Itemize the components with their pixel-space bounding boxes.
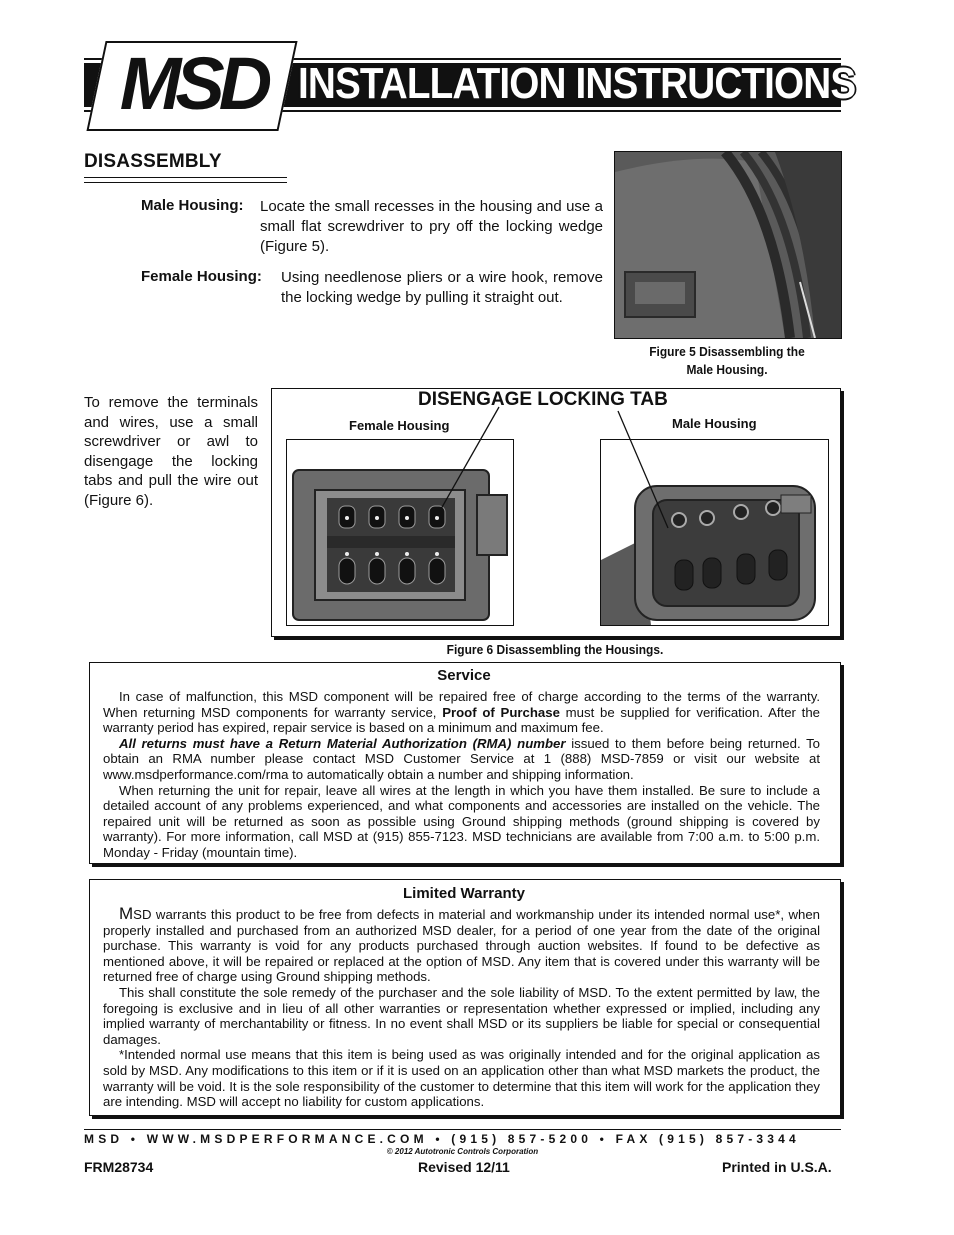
figure-6-male-label: Male Housing: [672, 416, 757, 431]
service-body: [103, 689, 820, 861]
figure-5-caption-line-1: Figure 5 Disassembling the: [649, 344, 805, 359]
warranty-initial-letter: M: [119, 904, 134, 923]
figure-6-caption: Figure 6 Disassembling the Housings.: [446, 642, 664, 657]
male-pointer-line: [618, 411, 668, 528]
rma-requirement-text: All returns must have a Return Material Authorization (RMA) number: [119, 735, 566, 751]
service-paragraph-1: [103, 689, 820, 736]
figure-6-title: DISENGAGE LOCKING TAB: [418, 389, 668, 410]
figure-6-female-label: Female Housing: [349, 418, 450, 433]
male-housing-text: Locate the small recesses in the housing and use a small flat screwdriver to pry off the locking wedge (Figure 5).: [260, 198, 603, 255]
footer-contact-line: MSD • WWW.MSDPERFORMANCE.COM • (915) 857-5200 • FAX (915) 857-3344: [84, 1132, 800, 1146]
warranty-paragraph-2: This shall constitute the sole remedy of the purchaser and the sole liability of MSD. To the extent permitted by law, the foregoing is exclusive and in lieu of all other warranties or representation whether expressed or implied, including any implied warranty of merchantability or fitness. In no event shall MSD or its suppliers be liable for special or consequential damages.: [103, 984, 820, 1047]
service-p2-text: issued to them before being returned. To obtain an RMA number please contact MSD Customer Service at 1 (888) MSD-7859 or visit our website at www.msdperformance.com/rma to automatically obtain a number and shipping information.: [103, 735, 821, 782]
warranty-paragraph-3: *Intended normal use means that this item is being used as was originally intended and for the original application as sold by MSD. Any modifications to this item or if it is used on an application other than what MSD markets the product, the warranty will be void. It is the sole responsibility of the customer to determine that this item will work for the application they are intending. MSD will accept no liability for custom applications.: [103, 1047, 820, 1110]
footer-rule: [84, 1129, 841, 1130]
footer-copyright: © 2012 Autotronic Controls Corporation: [386, 1147, 539, 1156]
service-p1-text: In case of malfunction, this MSD component will be repaired free of charge according to the terms of the warranty. When returning MSD components for warranty service,: [103, 689, 820, 720]
female-housing-label: Female Housing:: [141, 268, 262, 285]
footer-form-number: FRM28734: [84, 1159, 154, 1175]
service-title: Service: [437, 667, 491, 684]
female-housing-text: Using needlenose pliers or a wire hook, remove the locking wedge by pulling it straight out.: [281, 269, 603, 306]
warranty-paragraph-1: [103, 906, 820, 985]
warranty-title: Limited Warranty: [403, 885, 525, 902]
footer-revised: Revised 12/11: [418, 1159, 510, 1175]
footer-printed: Printed in U.S.A.: [722, 1159, 832, 1175]
female-pointer-line: [437, 407, 499, 516]
service-p1-end-text: must be supplied for verification. After the warranty period has expired, repair service is based on a minimum and maximum fee.: [103, 704, 821, 736]
section-title-disassembly: DISASSEMBLY: [84, 151, 222, 172]
male-housing-label: Male Housing:: [141, 197, 244, 214]
figure-5-caption-line-2: Male Housing.: [686, 362, 768, 377]
warranty-p1-text: SD warrants this product to be free from defects in material and workmanship under its intended normal use*, when properly installed and purchased from an authorized MSD dealer, for a period of one year from the date of the original purchase. This warranty is void for any products purchased through auction websites. If found to be defective as mentioned above, it will be repaired or replaced at the option of MSD. Any item that is covered under this warranty will be returned free of charge using Ground shipping methods.: [103, 907, 820, 985]
service-paragraph-2: [103, 736, 820, 783]
proof-of-purchase-text: Proof of Purchase: [442, 704, 560, 720]
service-paragraph-3: When returning the unit for repair, leave all wires at the length in which you have them installed. Be sure to include a detailed account of any problems experienced, and what components and accessories are installed on the vehicle. The repaired unit will be returned as soon as possible using Ground shipping methods (ground shipping is covered by warranty). For more information, call MSD at (915) 855-7123. MSD technicians are available from 7:00 a.m. to 5:00 p.m. Monday - Friday (mountain time).: [103, 782, 820, 860]
warranty-body: [103, 906, 820, 1110]
msd-logo: MSD: [119, 42, 267, 125]
page-title: INSTALLATION INSTRUCTIONS: [298, 59, 856, 108]
terminals-text: To remove the terminals and wires, use a small screwdriver or awl to disengage the locking tabs and pull the wire out (Figure 6).: [84, 394, 258, 509]
